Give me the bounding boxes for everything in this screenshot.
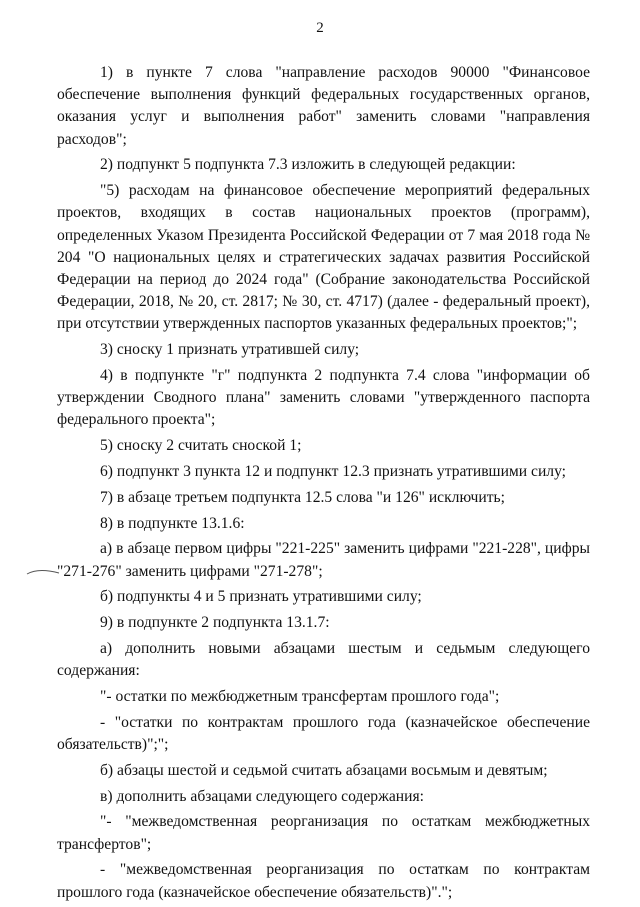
paragraph-item-4: 4) в подпункте "г" подпункта 2 подпункта 7.4 слова "информации об утверждении Сводного плана" заменить словами "утвержденного паспорта федерального проекта"; [57, 367, 590, 429]
paragraph-item-6: 6) подпункт 3 пункта 12 и подпункт 12.3 признать утратившими силу; [100, 463, 566, 481]
paragraph-item-9b: б) абзацы шестой и седьмой считать абзацами восьмым и девятым; [100, 761, 548, 779]
paragraph-item-9a-line-1: "- остатки по межбюджетным трансфертам прошлого года"; [100, 688, 500, 705]
paragraph-item-7: 7) в абзаце третьем подпункта 12.5 слова "и 126" исключить; [100, 488, 505, 506]
paragraph-item-8a: а) в абзаце первом цифры "221-225" заменить цифрами "221-228", цифры "271-276" заменить цифрами "271-278"; [57, 540, 590, 580]
paragraph-item-2: 2) подпункт 5 подпункта 7.3 изложить в следующей редакции: [100, 156, 516, 174]
paragraph-new-wording: "5) расходам на финансовое обеспечение мероприятий федеральных проектов, входящих в состав национальных проектов (программ), определенных Указом Президента Российской Федерации от 7 мая 2018 года № 204 "О национальных целях и стратегических задачах развития Российской Федерации на период до 2024 года" (Собрание законодательства Российской Федерации, 2018, № 20, ст. 2817; № 30, ст. 4717) (далее - федеральный проект), при отсутствии утвержденных паспортов указанных федеральных проектов;"; [57, 182, 590, 333]
margin-pen-mark [26, 568, 60, 576]
page-number: 2 [316, 20, 324, 36]
paragraph-item-9c-line-1: "- "межведомственная реорганизация по остаткам межбюджетных трансфертов"; [57, 813, 590, 853]
paragraph-item-8b: б) подпункты 4 и 5 признать утратившими силу; [100, 588, 422, 606]
document-body [57, 62, 590, 907]
paragraph-item-9c-line-2: - "межведомственная реорганизация по остаткам по контрактам прошлого года (казначейское обеспечение обязательств)"."; [57, 861, 590, 901]
paragraph-item-9a-line-2: - "остатки по контрактам прошлого года (казначейское обеспечение обязательств)";"; [57, 713, 590, 753]
paragraph-item-9a: а) дополнить новыми абзацами шестым и седьмым следующего содержания: [57, 640, 590, 680]
paragraph-item-1: 1) в пункте 7 слова "направление расходов 90000 "Финансовое обеспечение выполнения функций федеральных государственных органов, оказания услуг и выполнения работ" заменить словами "направления расходов"; [57, 64, 590, 148]
paragraph-item-8: 8) в подпункте 13.1.6: [100, 514, 245, 532]
paragraph-item-9c: в) дополнить абзацами следующего содержания: [100, 787, 424, 805]
paragraph-item-5: 5) сноску 2 считать сноской 1; [100, 437, 302, 455]
paragraph-item-9: 9) в подпункте 2 подпункта 13.1.7: [100, 614, 330, 632]
paragraph-item-3: 3) сноску 1 признать утратившей силу; [100, 341, 360, 359]
